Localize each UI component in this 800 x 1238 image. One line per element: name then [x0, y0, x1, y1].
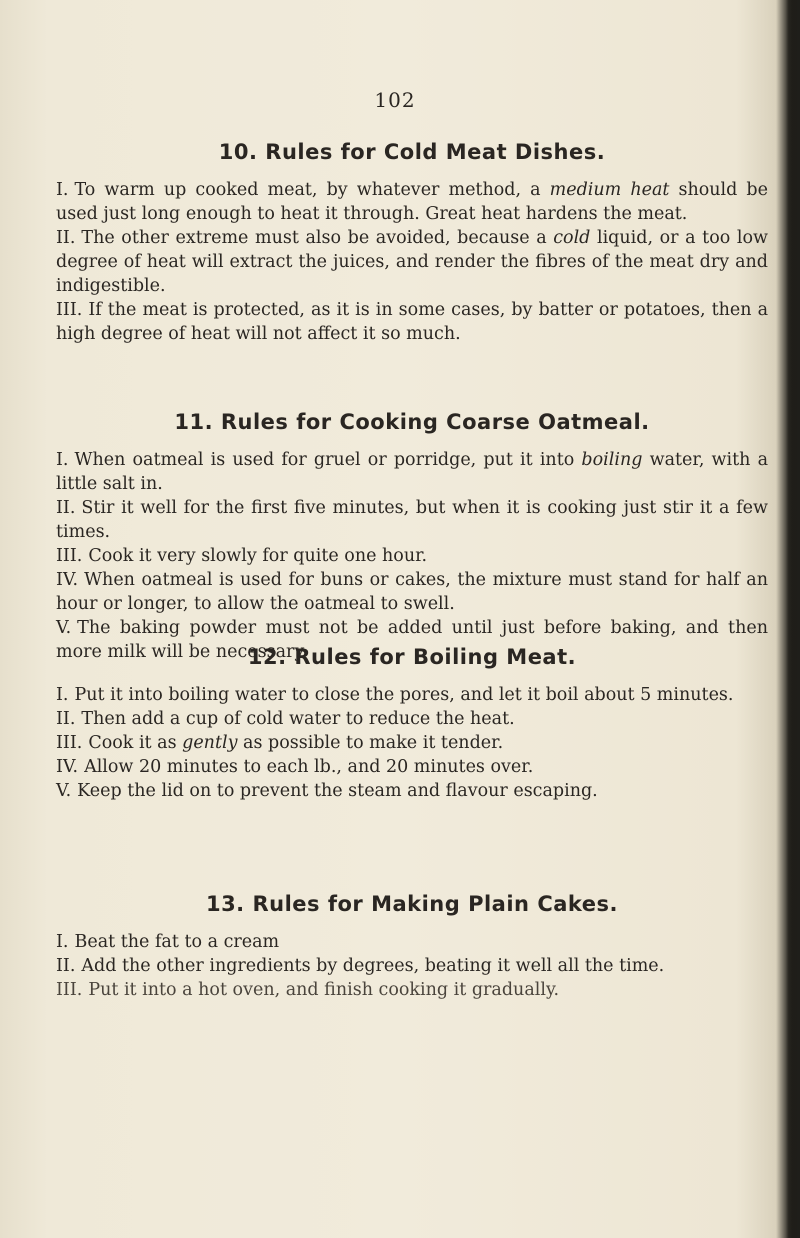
page-number: 102: [374, 88, 416, 112]
rule-text: Then add a cup of cold water to reduce the heat.: [81, 709, 515, 729]
rule-item: [56, 178, 768, 226]
rule-emphasis: gently: [182, 733, 238, 753]
rule-text: When oatmeal is used for buns or cakes, the mixture must stand for half an hour or longer, to allow the oatmeal to swell.: [56, 570, 768, 614]
section-boiling-meat: [56, 645, 768, 803]
rule-text: Stir it well for the first five minutes, but when it is cooking just stir it a few times.: [56, 498, 768, 542]
rule-text: Cook it as: [88, 733, 183, 753]
section-heading: 13. Rules for Making Plain Cakes.: [205, 892, 619, 916]
section-heading: 12. Rules for Boiling Meat.: [247, 645, 577, 669]
rule-item: [56, 707, 768, 731]
rule-text: Allow 20 minutes to each lb., and 20 minutes over.: [84, 757, 534, 777]
rule-number: III.: [56, 300, 83, 320]
section-heading: 11. Rules for Cooking Coarse Oatmeal.: [174, 410, 650, 434]
rule-text: Put it into a hot oven, and finish cooking it gradually.: [88, 980, 560, 1000]
rule-item: [56, 755, 768, 779]
rule-emphasis: cold: [553, 228, 591, 248]
rule-item: [56, 568, 768, 616]
rule-number: V.: [56, 781, 72, 801]
rule-emphasis: boiling: [581, 450, 643, 470]
rule-number: I.: [56, 685, 69, 705]
rule-number: IV.: [56, 757, 79, 777]
rule-text: Put it into boiling water to close the pores, and let it boil about 5 minutes.: [74, 685, 734, 705]
rule-text: To warm up cooked meat, by whatever method, a: [74, 180, 550, 200]
rule-item: [56, 978, 768, 1002]
rule-item: [56, 779, 768, 803]
rule-number: I.: [56, 180, 69, 200]
rule-number: II.: [56, 709, 76, 729]
rule-item: [56, 448, 768, 496]
section-coarse-oatmeal: [56, 410, 768, 664]
rule-number: I.: [56, 450, 69, 470]
rule-number: II.: [56, 956, 76, 976]
rule-item: [56, 226, 768, 298]
rule-text: liquid, or a too low degree of heat will extract the juices, and render the fibres of the meat dry and indigestible.: [56, 228, 768, 296]
rule-item: [56, 496, 768, 544]
rule-emphasis: medium heat: [549, 180, 670, 200]
rule-text: If the meat is protected, as it is in some cases, by batter or potatoes, then a high degree of heat will not affect it so much.: [56, 300, 768, 344]
rule-item: [56, 683, 768, 707]
rule-text: Add the other ingredients by degrees, beating it well all the time.: [81, 956, 665, 976]
rule-item: [56, 544, 768, 568]
section-heading: 10. Rules for Cold Meat Dishes.: [218, 140, 606, 164]
rule-text: The other extreme must also be avoided, because a: [81, 228, 554, 248]
rule-text: Keep the lid on to prevent the steam and flavour escaping.: [77, 781, 598, 801]
rule-text: Beat the fat to a cream: [74, 932, 280, 952]
rule-number: IV.: [56, 570, 79, 590]
rule-number: III.: [56, 733, 83, 753]
rule-number: II.: [56, 498, 76, 518]
rule-text: as possible to make it tender.: [237, 733, 504, 753]
rule-text: should be used just long enough to heat it through. Great heat hardens the meat.: [56, 180, 768, 224]
section-cold-meat: [56, 140, 768, 346]
section-plain-cakes: [56, 892, 768, 1002]
rule-item: [56, 298, 768, 346]
rule-text: When oatmeal is used for gruel or porridge, put it into: [74, 450, 582, 470]
rule-text: water, with a little salt in.: [56, 450, 769, 494]
rule-number: I.: [56, 932, 69, 952]
rule-number: II.: [56, 228, 76, 248]
page-edge-shadow: [786, 0, 800, 1238]
rule-text: Cook it very slowly for quite one hour.: [88, 546, 428, 566]
rule-number: V.: [56, 618, 72, 638]
rule-number: III.: [56, 546, 83, 566]
rule-item: [56, 731, 768, 755]
rule-item: [56, 954, 768, 978]
rule-item: [56, 930, 768, 954]
rule-text: The baking powder must not be added until just before baking, and then more milk will be necessary.: [56, 618, 768, 662]
rule-number: III.: [56, 980, 83, 1000]
